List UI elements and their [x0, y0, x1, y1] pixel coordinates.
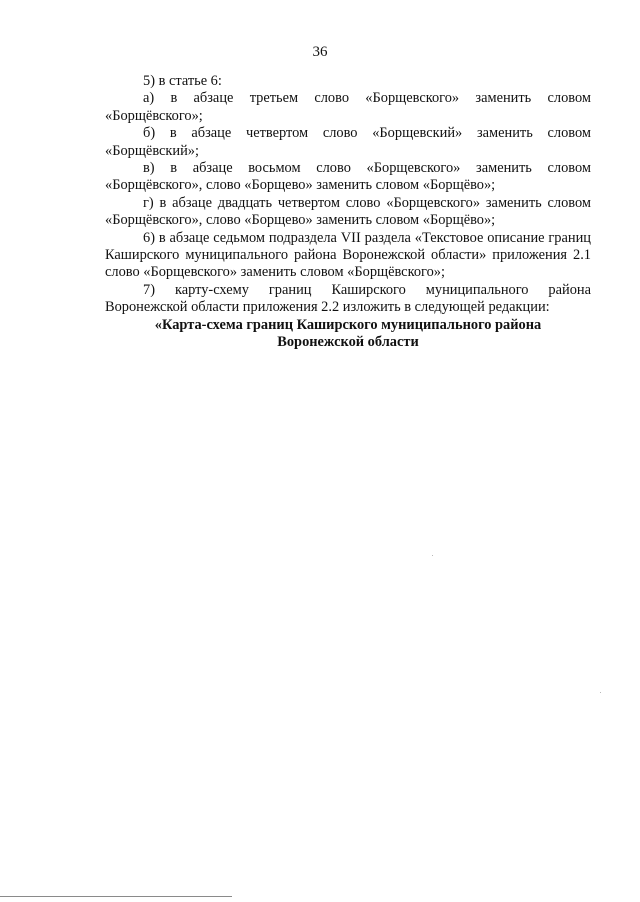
scan-speck	[600, 692, 601, 693]
document-body	[105, 73, 591, 352]
paragraph-item-6: 6) в абзаце седьмом подраздела VII раздела «Текстовое описание границ Каширского муниципального района Воронежской области» приложения 2.1 слово «Борщевского» заменить словом «Борщёвского»;	[105, 229, 591, 281]
paragraph-item-g: г) в абзаце двадцать четвертом слово «Борщевского» заменить словом «Борщёвского», слово «Борщево» заменить словом «Борщёво»;	[105, 194, 591, 229]
scan-speck	[432, 555, 433, 556]
map-heading-line-2: Воронежской области	[277, 334, 419, 351]
paragraph-item-v: в) в абзаце восьмом слово «Борщевского» заменить словом «Борщёвского», слово «Борщево» заменить словом «Борщёво»;	[105, 160, 591, 194]
page-number: 36	[312, 44, 328, 60]
paragraph-item-b: б) в абзаце четвертом слово «Борщевский» заменить словом «Борщёвский»;	[105, 125, 591, 159]
map-heading-line-1: «Карта-схема границ Каширского муниципального района	[154, 316, 542, 333]
paragraph-article-6: 5) в статье 6:	[143, 73, 222, 89]
footer-rule	[0, 896, 232, 897]
paragraph-item-7: 7) карту-схему границ Каширского муниципального района Воронежской области приложения 2.2 изложить в следующей редакции:	[105, 281, 591, 316]
paragraph-item-a: а) в абзаце третьем слово «Борщевского» заменить словом «Борщёвского»;	[105, 90, 591, 124]
